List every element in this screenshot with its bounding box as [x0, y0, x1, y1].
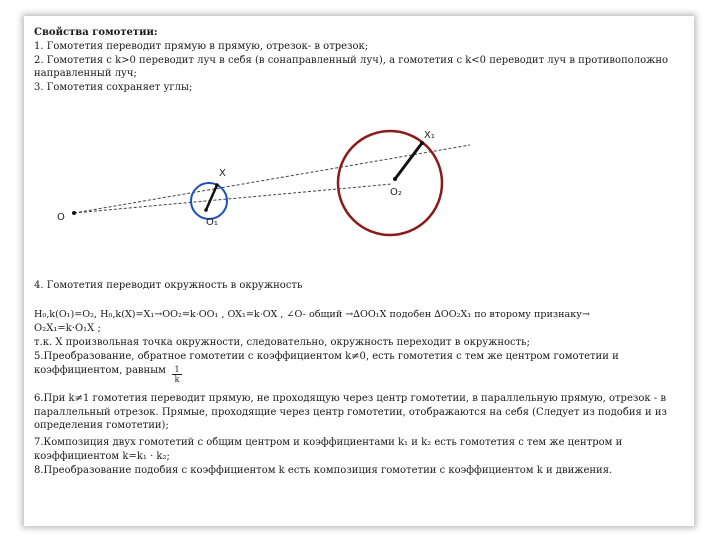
- fraction-1-over-k: [172, 365, 182, 384]
- fraction-denominator: k: [174, 375, 180, 384]
- homothety-diagram: [24, 16, 694, 256]
- point-O: [72, 211, 76, 215]
- point-O2: [393, 177, 397, 181]
- label-O2: O₂: [390, 187, 402, 198]
- point-X: [215, 183, 219, 187]
- fraction-numerator: 1: [174, 365, 180, 374]
- label-X: X: [219, 168, 226, 179]
- property-2-line-2: направленный луч;: [34, 68, 137, 79]
- property-5-line-2: коэффициентом, равным: [34, 365, 166, 376]
- proof-conclusion: т.к. X произвольная точка окружности, следовательно, окружность переходит в окружность;: [34, 337, 530, 348]
- label-X1: X₁: [424, 130, 435, 141]
- property-4: 4. Гомотетия переводит окружность в окружность: [34, 280, 303, 291]
- property-2-line-1: 2. Гомотетия с k>0 переводит луч в себя (в сонаправленный луч), а гомотетия с k<0 переводит луч в противоположно: [34, 55, 669, 66]
- proof-formula-line-1: H₀,k(O₁)=O₂, H₀,k(X)=X₁→OO₂=k·OO₁ , OX₁=k·OX , ∠O- общий →∆OO₁X подобен ∆OO₂X₁ по второму признаку→: [34, 309, 590, 320]
- label-O: O: [57, 212, 65, 223]
- proof-formula-line-2: O₂X₁=k·O₁X ;: [34, 323, 101, 334]
- ray-O-X1: [74, 145, 470, 213]
- label-O1: O₁: [206, 217, 218, 228]
- point-O1: [204, 208, 208, 212]
- point-X1: [420, 141, 424, 145]
- property-3: 3. Гомотетия сохраняет углы;: [34, 82, 193, 93]
- property-7-line-1: 7.Композиция двух гомотетий с общим центром и коэффициентами k₁ и k₂ есть гомотетия с тем же центром и: [34, 437, 623, 448]
- property-1: 1. Гомотетия переводит прямую в прямую, отрезок- в отрезок;: [34, 41, 369, 52]
- radius-O2X1: [395, 143, 422, 179]
- large-circle: [338, 131, 442, 235]
- property-5-line-1: 5.Преобразование, обратное гомотетии с коэффициентом k≠0, есть гомотетия с тем же центром гомотетии и: [34, 351, 619, 362]
- radius-O1X: [206, 185, 217, 210]
- slide: [24, 16, 694, 526]
- property-8: 8.Преобразование подобия с коэффициентом k есть композиция гомотетии с коэффициентом k и движения.: [34, 465, 613, 476]
- property-7-line-2: коэффициентом k=k₁ · k₂;: [34, 451, 170, 462]
- slide-title: Свойства гомотетии:: [34, 27, 158, 38]
- property-6: 6.При k≠1 гомотетия переводит прямую, не проходящую через центр гомотетии, в параллельную прямую, отрезок - в параллельный отрезок. Прямые, проходящие через центр гомотетии, отображаются на себя (Следует из подобия и из определения гомотетии);: [34, 393, 667, 431]
